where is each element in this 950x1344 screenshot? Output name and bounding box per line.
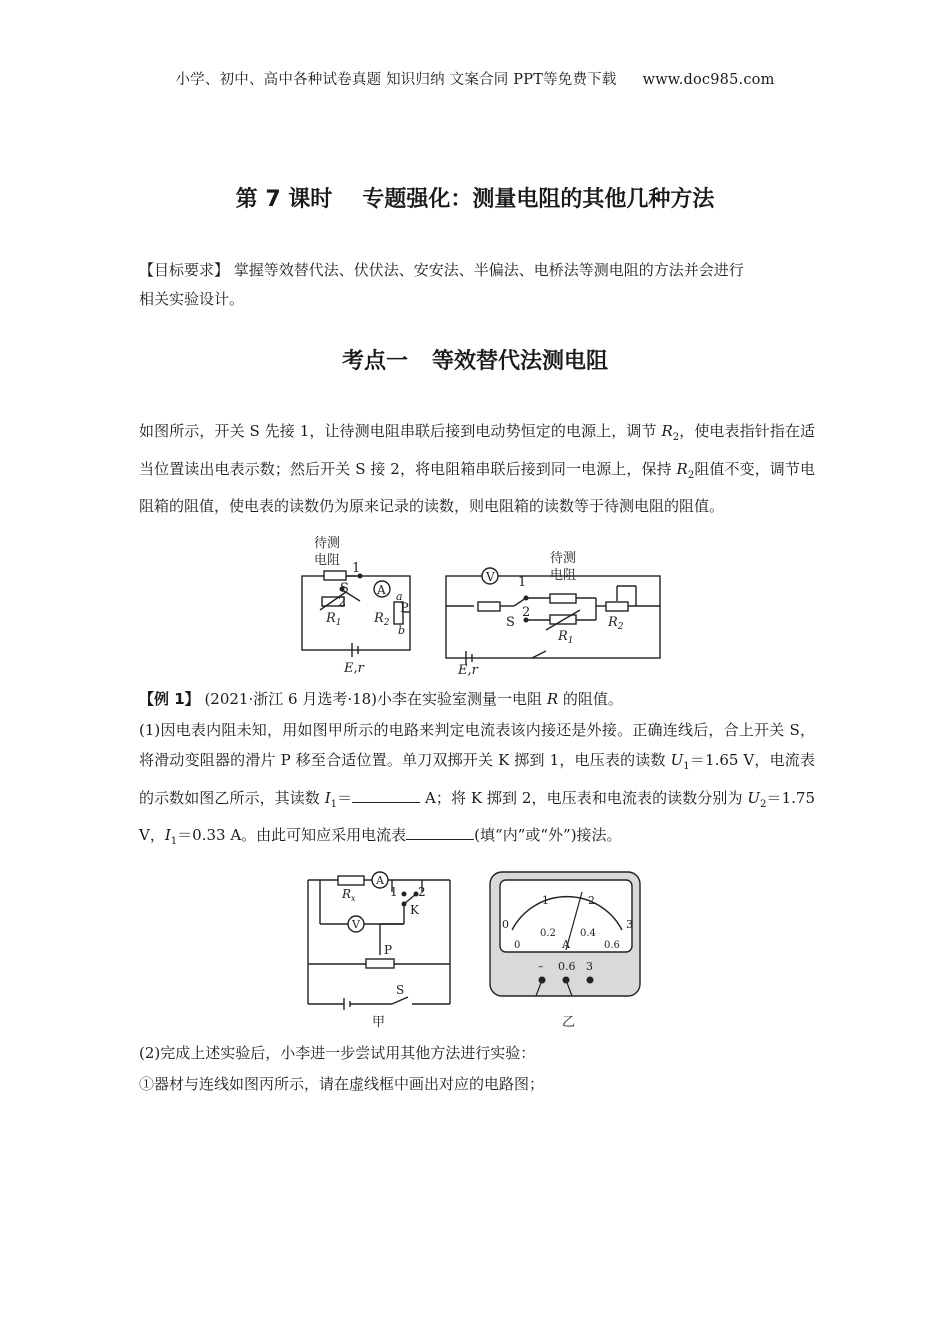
yi-bottom-tick-3: 0.6 bbox=[604, 940, 620, 951]
right-r2-label: $R_2$ bbox=[608, 615, 624, 632]
yi-top-tick-3: 3 bbox=[626, 918, 633, 931]
p1-text-b: ，使电表指针指在适当位置读出电表示数；然后开关 S 接 2，将电阻箱串联后接到同一电源上，保持 bbox=[139, 422, 815, 478]
left-terminal-a: a bbox=[396, 590, 403, 603]
yi-terminal-06: 0.6 bbox=[558, 960, 576, 973]
goal-label: 【目标要求】 bbox=[139, 261, 230, 279]
answer-blank-current[interactable] bbox=[352, 788, 420, 803]
p1-text-c: 阻值不变，调节电阻箱的阻值，使电表的读数仍为原来记录的读数，则电阻箱的读数等于待测电阻的阻值。 bbox=[139, 459, 815, 515]
yi-top-tick-2: 2 bbox=[588, 894, 595, 907]
section-number: 考点一 bbox=[341, 349, 408, 374]
q2-line2: ①器材与连线如图丙所示，请在虚线框中画出对应的电路图； bbox=[139, 1074, 545, 1093]
example-figure bbox=[300, 870, 650, 1030]
yi-top-tick-0: 0 bbox=[502, 918, 509, 931]
left-ammeter-label: A bbox=[377, 583, 386, 597]
title-lesson-number: 第 7 课时 bbox=[235, 187, 333, 212]
example-label: 【例 1】 bbox=[139, 690, 200, 708]
goal-line1: 掌握等效替代法、伏伏法、安安法、半偏法、电桥法等测电阻的方法并会进行 bbox=[233, 261, 744, 279]
jia-voltmeter-label: V bbox=[352, 918, 360, 931]
q2-line1: (2)完成上述实验后，小李进一步尝试用其他方法进行实验： bbox=[139, 1044, 536, 1062]
left-terminal-2: 2 bbox=[338, 595, 347, 610]
section-heading bbox=[0, 344, 950, 375]
yi-bottom-tick-2: 0.4 bbox=[580, 928, 596, 939]
right-terminal-1: 1 bbox=[518, 575, 527, 590]
q1-text-e: ＝1.75 V， bbox=[139, 788, 815, 844]
left-slider-p: P bbox=[400, 601, 409, 616]
q1-text-a: (1)因电表内阻未知，用如图甲所示的电路来判定电流表该内接还是外接。正确连线后，合上开关 S，将滑动变阻器的滑片 P 移至合适位置。单刀双掷开关 K 掷到 1，电压表的读数 bbox=[139, 720, 815, 769]
jia-ammeter-label: A bbox=[376, 874, 384, 887]
p1-text-a: 如图所示，开关 S 先接 1，让待测电阻串联后接到电动势恒定的电源上，调节 bbox=[139, 422, 662, 440]
q1-text-f: ＝0.33 A。由此可知应采用电流表 bbox=[177, 826, 407, 844]
yi-terminal-minus: – bbox=[538, 960, 544, 973]
jia-terminal-2: 2 bbox=[418, 885, 426, 899]
jia-switch-k: K bbox=[410, 903, 419, 917]
right-load-resistor bbox=[478, 602, 500, 611]
jia-terminal-1: 1 bbox=[390, 885, 398, 899]
example-1: 【例 1】 (2021·浙江 6 月选考·18)小李在实验室测量一电阻 R 的阻值。 (1)因电表内阻未知，用如图甲所示的电路来判定电流表该内接还是外接。正确连线后，合上开关 S，将滑动变阻器的滑片 P 移至合适位置。单刀双掷开关 K 掷到 1，电压表的读数 $U_1=1.65$ V，电流表的示数如图乙所示，其读数 $I_1= A$；将 K 掷到 2，电压表和电流表的读数分别为 $U_2=1.75$ V，$I_1=0.33$ A。由此可知应采用电流表 (填“内”或“外”)接法。 bbox=[139, 690, 815, 847]
left-source-label: E,r bbox=[344, 661, 364, 676]
right-switch-s: S bbox=[506, 615, 515, 630]
right-terminal-2: 2 bbox=[522, 605, 531, 620]
left-r2-label: $R_2$ bbox=[374, 611, 390, 628]
goal-line2: 相关实验设计。 bbox=[139, 290, 245, 308]
jia-rx-label: $R_x$ bbox=[342, 887, 356, 903]
question-2 bbox=[139, 1038, 815, 1099]
substitution-circuit-figure bbox=[300, 536, 700, 678]
header-text: 小学、初中、高中各种试卷真题 知识归纳 文案合同 PPT等免费下载 bbox=[175, 72, 617, 88]
left-r1-label: $R_1$ bbox=[326, 611, 342, 628]
example-source: (2021·浙江 6 月选考·18)小李在实验室测量一电阻 bbox=[204, 690, 547, 708]
jia-caption: 甲 bbox=[372, 1015, 386, 1030]
jia-rheostat bbox=[366, 959, 394, 968]
header-site: www.doc985.com bbox=[642, 72, 775, 88]
right-r1-label: $R_1$ bbox=[558, 629, 574, 646]
right-rheostat-r2 bbox=[606, 602, 628, 611]
example-r: R bbox=[546, 690, 559, 708]
q1-text-b: ＝1.65 V，电流表的示数如图乙所示，其读数 bbox=[139, 751, 815, 807]
left-switch-s: S bbox=[340, 581, 349, 596]
yi-caption: 乙 bbox=[562, 1015, 576, 1030]
yi-post-3 bbox=[587, 977, 594, 984]
right-label-top: 待测 bbox=[550, 551, 577, 566]
q1-text-g: (填“内”或“外”)接法。 bbox=[474, 826, 622, 844]
jia-slider-p: P bbox=[384, 943, 393, 957]
yi-unit: A bbox=[562, 938, 570, 951]
answer-blank-connection[interactable] bbox=[406, 825, 474, 840]
left-terminal-1: 1 bbox=[352, 561, 361, 576]
yi-bottom-tick-1: 0.2 bbox=[540, 928, 556, 939]
left-label-top: 待测 bbox=[314, 536, 341, 551]
right-unknown-resistor bbox=[550, 594, 576, 603]
example-tail: 的阻值。 bbox=[558, 690, 623, 708]
yi-terminal-3: 3 bbox=[586, 960, 593, 973]
right-voltmeter-label: V bbox=[486, 570, 495, 584]
lesson-title bbox=[0, 182, 950, 213]
goal-requirement bbox=[139, 256, 815, 314]
jia-resistor-rx bbox=[338, 876, 364, 885]
jia-switch-s: S bbox=[396, 983, 405, 997]
left-terminal-b: b bbox=[398, 624, 406, 637]
right-source-label: E,r bbox=[458, 663, 478, 678]
paragraph-method: 如图所示，开关 S 先接 1，让待测电阻串联后接到电动势恒定的电源上，调节 $R_2$，使电表指针指在适当位置读出电表示数；然后开关 S 接 2，将电阻箱串联后接到同一电源上，保持 $R_2$阻值不变，调节电阻箱的阻值，使电表的读数仍为原来记录的读数，则电阻箱的读数等于待测电阻的阻值。 bbox=[139, 422, 815, 515]
title-topic: 专题强化：测量电阻的其他几种方法 bbox=[362, 187, 715, 212]
yi-top-tick-1: 1 bbox=[542, 894, 549, 907]
section-topic: 等效替代法测电阻 bbox=[432, 349, 609, 374]
page-header bbox=[0, 68, 950, 89]
left-label-bottom: 电阻 bbox=[314, 553, 341, 568]
left-unknown-resistor bbox=[324, 571, 346, 580]
q1-text-d: A；将 K 掷到 2，电压表和电流表的读数分别为 bbox=[420, 788, 748, 807]
yi-bottom-tick-0: 0 bbox=[514, 940, 521, 951]
right-label-bottom: 电阻 bbox=[550, 568, 577, 583]
